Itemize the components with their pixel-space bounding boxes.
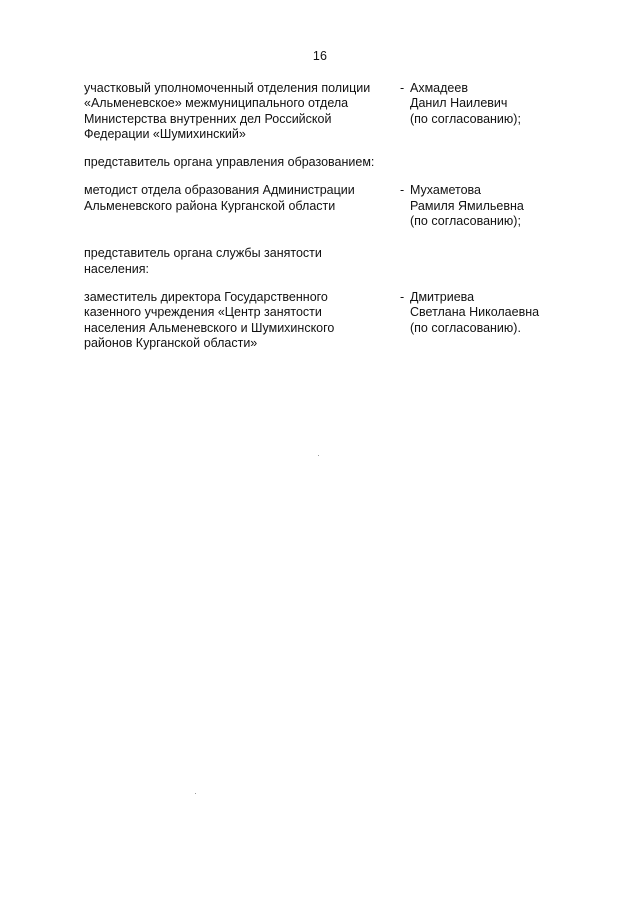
dash-separator: - bbox=[400, 183, 405, 198]
member-person bbox=[396, 81, 554, 127]
member-name: Ахмадеев Данил Наилевич (по согласованию); bbox=[410, 81, 521, 126]
commission-member-list bbox=[84, 81, 554, 351]
member-person bbox=[396, 290, 554, 336]
section-heading-employment: представитель органа службы занятости населения: bbox=[84, 246, 322, 276]
member-role: участковый уполномоченный отделения полиции «Альменевское» межмуниципального отдела Министерства внутренних дел Российской Федерации «Шумихинский» bbox=[84, 81, 371, 141]
member-entry-education-methodist bbox=[84, 183, 554, 229]
scan-speck bbox=[318, 455, 319, 456]
page-number: 16 bbox=[312, 49, 328, 63]
section-heading-education: представитель органа управления образованием: bbox=[84, 155, 375, 170]
member-entry-employment-deputy bbox=[84, 290, 554, 351]
dash-separator: - bbox=[400, 81, 405, 95]
scan-speck bbox=[195, 793, 196, 794]
member-name: Мухаметова Рамиля Ямильевна (по согласованию); bbox=[410, 183, 524, 229]
member-person bbox=[396, 183, 554, 229]
member-entry-police-officer bbox=[84, 81, 554, 142]
member-role: заместитель директора Государственного казенного учреждения «Центр занятости населения Альменевского и Шумихинского районов Курганской области» bbox=[84, 289, 335, 350]
member-name: Дмитриева Светлана Николаевна (по согласованию). bbox=[410, 289, 540, 335]
dash-separator: - bbox=[400, 289, 405, 304]
member-role: методист отдела образования Администрации Альменевского района Курганской области bbox=[84, 183, 355, 213]
